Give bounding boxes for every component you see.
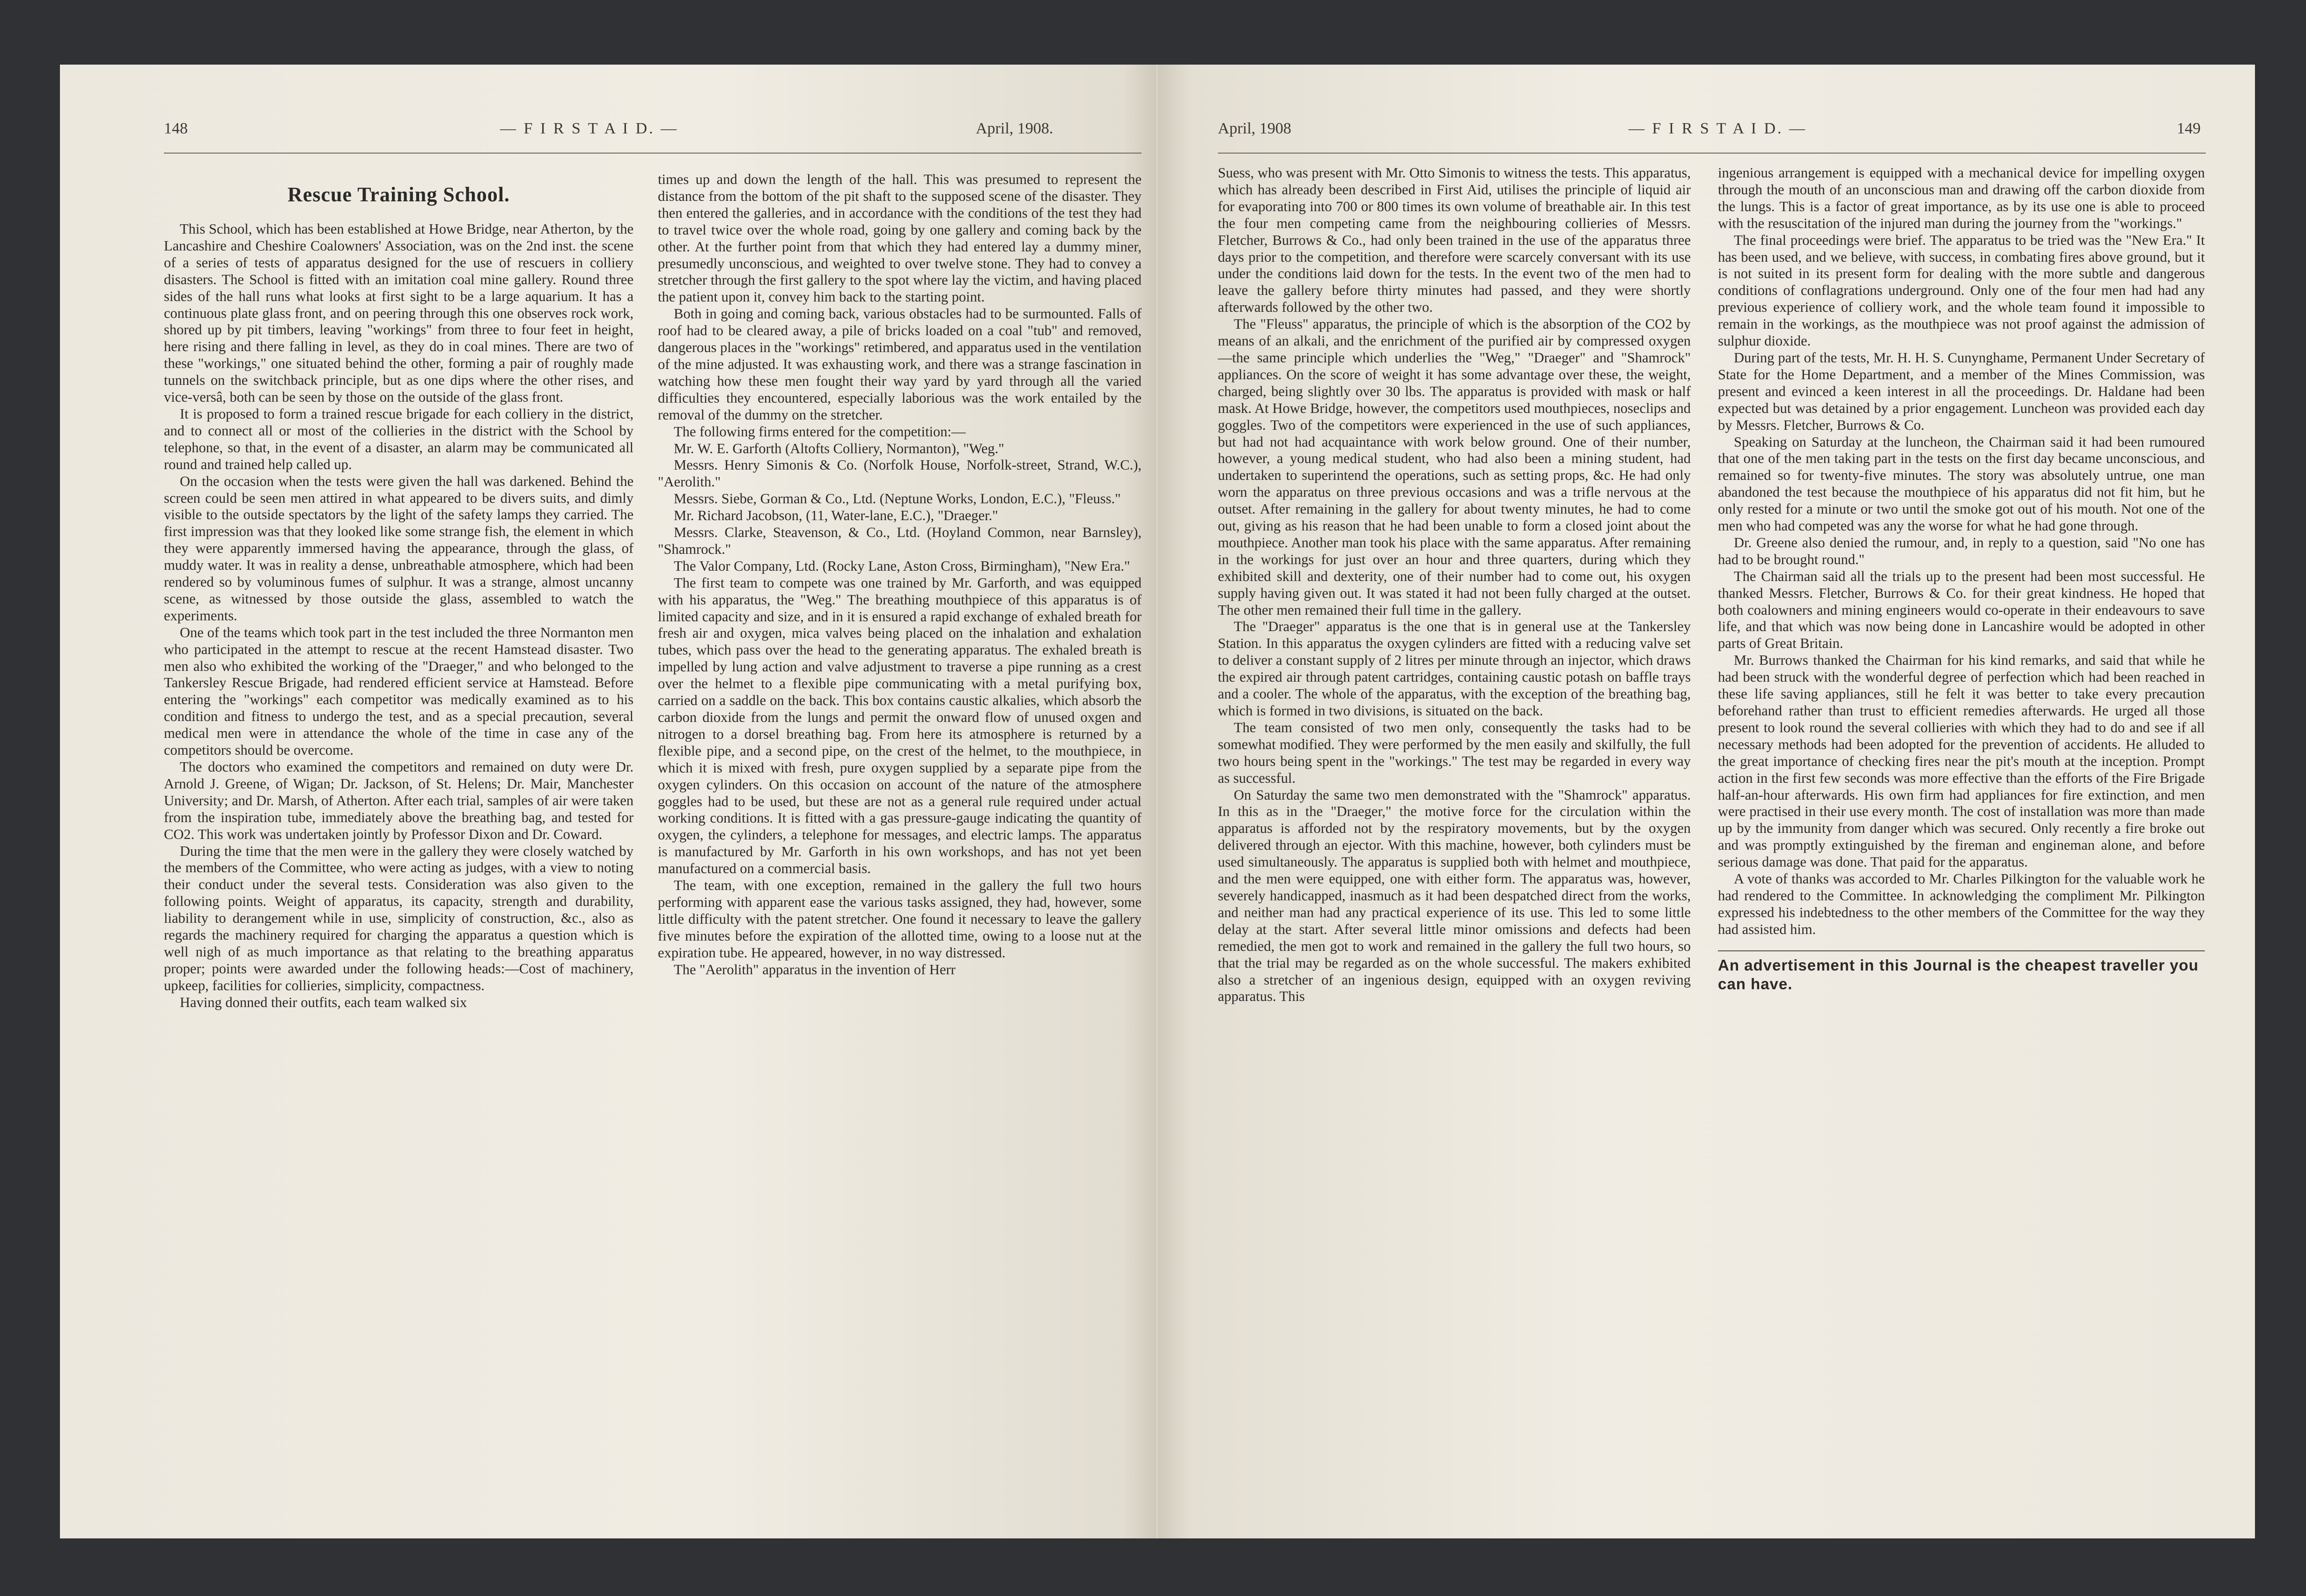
article-heading: Rescue Training School. bbox=[287, 183, 510, 206]
column-1 bbox=[164, 171, 634, 1011]
paragraph: times up and down the length of the hall. This was presumed to represent the distance from the bottom of the pit shaft to the supposed scene of the disaster. They then entered the galleries, and in accordance with the conditions of the test they had to travel twice over the whole road, going by one gallery and coming back by the other. At the further point from that which they had entered lay a dummy miner, presumedly unconscious, and weighted to over twelve stone. They had to convey a stretcher through the first gallery to the spot where lay the victim, and having placed the patient upon it, convey him back to the starting point. bbox=[658, 171, 1142, 305]
column-4 bbox=[1718, 165, 2205, 993]
right-page-header bbox=[1158, 120, 2255, 148]
competitor-entry: The Valor Company, Ltd. (Rocky Lane, Aston Cross, Birmingham), "New Era." bbox=[674, 558, 1130, 574]
header-rule bbox=[1218, 153, 2206, 154]
paragraph: Speaking on Saturday at the luncheon, the Chairman said it had been rumoured that one of the men taking part in the tests on the first day became unconscious, and remained so for twenty-five minutes. The story was absolutely untrue, one man abandoned the test because the mouthpiece of his apparatus did not fit him, but he only rested for a minute or two until the smoke got out of his mouth. Not one of the men who had competed was any the worse for what he had gone through. bbox=[1718, 434, 2205, 534]
paragraph: This School, which has been established at Howe Bridge, near Atherton, by the Lancashire and Cheshire Coalowners' Association, was on the 2nd inst. the scene of a series of tests of apparatus designed for the use of rescuers in colliery disasters. The School is fitted with an imitation coal mine gallery. Round three sides of the hall runs what looks at first sight to be a large aquarium. It has a continuous plate glass front, and on peering through this one observes rock work, shored up by pit timbers, leaving "workings" from three to four feet in height, here rising and there falling in level, as they do in coal mines. There are two of these "workings," one situated behind the other, forming a pair of roughly made tunnels on the switchback principle, but as one dips where the other rises, and vice-versâ, both can be seen by those on the outside of the glass front. bbox=[164, 221, 634, 405]
running-title: — F I R S T A I D. — bbox=[500, 120, 679, 137]
paragraph: The "Aerolith" apparatus in the invention of Herr bbox=[674, 961, 956, 978]
competitor-entry: Mr. W. E. Garforth (Altofts Colliery, Normanton), "Weg." bbox=[674, 440, 1004, 456]
page-number: 148 bbox=[164, 120, 188, 137]
paragraph: The following firms entered for the competition:— bbox=[674, 423, 966, 440]
paragraph: Mr. Burrows thanked the Chairman for his kind remarks, and said that while he had been struck with the wonderful degree of perfection which had been reached in these life saving appliances, still he felt it was better to take every precaution beforehand rather than trust to efficient remedies afterwards. He urged all those present to look round the several collieries with which they had to do and see if all necessary methods had been adopted for the prevention of accidents. He alluded to the great importance of checking fires near the pit's mouth at the inception. Prompt action in the first few seconds was more effective than the efforts of the Fire Brigade half-an-hour afterwards. His own firm had appliances for fire extinction, and men were practised in their use every month. The cost of installation was more than made up by the immunity from danger which was secured. Only recently a fire broke out and was promptly extinguished by the fireman and engineman alone, and before serious damage was done. That paid for the apparatus. bbox=[1718, 652, 2205, 870]
competitor-entry: Messrs. Henry Simonis & Co. (Norfolk House, Norfolk-street, Strand, W.C.), "Aerolith." bbox=[658, 457, 1142, 490]
left-page-header bbox=[60, 120, 1158, 148]
paragraph: The team consisted of two men only, consequently the tasks had to be somewhat modified. They were performed by the men easily and skilfully, the full two hours being spent in the "workings." The test may be regarded in every way as successful. bbox=[1218, 719, 1691, 786]
issue-date: April, 1908. bbox=[976, 120, 1054, 137]
paragraph: The "Draeger" apparatus is the one that is in general use at the Tankersley Station. In this apparatus the oxygen cylinders are fitted with a reducing valve set to deliver a constant supply of 2 litres per minute through an injector, which draws the expired air through patent cartridges, containing caustic potash on baffle trays and a cooler. The whole of the apparatus, with the exception of the breathing bag, which is formed in two divisions, is situated on the back. bbox=[1218, 618, 1691, 719]
magazine-spread bbox=[60, 65, 2255, 1538]
competitor-entry: Messrs. Siebe, Gorman & Co., Ltd. (Neptune Works, London, E.C.), "Fleuss." bbox=[674, 491, 1121, 507]
paragraph: The first team to compete was one trained by Mr. Garforth, and was equipped with his apparatus, the "Weg." The breathing mouthpiece of this apparatus is of limited capacity and size, and in it is ensured a rapid exchange of exhaled breath for fresh air and oxygen, mica valves being placed on the inhalation and exhalation tubes, which pass over the head to the generating apparatus. The exhaled breath is impelled by lung action and valve adjustment to traverse a pipe running as a crest over the helmet to a flexible pipe communicating with a metal purifying box, carried on a saddle on the back. This box contains caustic alkalies, which absorb the carbon dioxide from the lungs and permit the onward flow of unused oxgen and nitrogen to a dorsel breathing bag. From here its atmosphere is returned by a flexible pipe, and a second pipe, on the crest of the helmet, to the mouthpiece, in which it is mixed with fresh, pure oxygen supplied by a separate pipe from the oxygen cylinders. On this occasion on account of the nature of the atmosphere goggles had to be used, but these are not as a general rule required under actual working conditions. It is fitted with a gas pressure-gauge indicating the quantity of oxygen, the cylinders, a telephone for messages, and electric lamps. The apparatus is manufactured by Mr. Garforth in his own workshops, and has not yet been manufactured on a commercial basis. bbox=[658, 574, 1142, 877]
paragraph: It is proposed to form a trained rescue brigade for each colliery in the district, and to connect all or most of the collieries in the district with the School by telephone, so that, in the event of a disaster, an alarm may be communicated all round and trained help called up. bbox=[164, 405, 634, 472]
paragraph: One of the teams which took part in the test included the three Normanton men who participated in the attempt to rescue at the recent Hamstead disaster. Two men also who exhibited the working of the "Draeger," and who belonged to the Tankersley Rescue Brigade, had rendered efficient service at Hamstead. Before entering the "workings" each competitor was medically examined as to his condition and fitness to undergo the test, and as a special precaution, several medical men were in attendance the whole of the time in case any of the competitors should be overcome. bbox=[164, 624, 634, 758]
paragraph: Suess, who was present with Mr. Otto Simonis to witness the tests. This apparatus, which has already been described in First Aid, utilises the principle of liquid air for evaporating into 700 or 800 times its own volume of breathable air. In this test the four men competing came from the neighbouring collieries of Messrs. Fletcher, Burrows & Co., had only been trained in the use of the apparatus three days prior to the competition, and therefore were scarcely conversant with its use under the conditions laid down for the tests. In the event two of the men had to leave the gallery before thirty minutes had passed, and they were shortly afterwards followed by the other two. bbox=[1218, 165, 1691, 316]
page-number: 149 bbox=[2177, 120, 2201, 137]
paragraph: On Saturday the same two men demonstrated with the "Shamrock" apparatus. In this as in the "Draeger," the motive force for the circulation within the apparatus is afforded not by the respiratory movements, but by the oxygen delivered through an ejector. With this machine, however, both cylinders must be used simultaneously. The apparatus is supplied both with helmet and mouthpiece, and the men were equipped, one with either form. The apparatus was, however, severely handicapped, inasmuch as it had been despatched direct from the works, and neither man had any practical experience of its use. This led to some little delay at the start. After several little minor omissions and defects had been remedied, the men got to work and remained in the gallery the full two hours, so that the trial may be regarded as on the whole successful. The makers exhibited also a stretcher of an ingenious design, equipped with an oxygen reviving apparatus. This bbox=[1218, 787, 1691, 1005]
advertisement-notice: An advertisement in this Journal is the cheapest traveller you can have. bbox=[1718, 950, 2205, 993]
paragraph: A vote of thanks was accorded to Mr. Charles Pilkington for the valuable work he had rendered to the Committee. In acknowledging the compliment Mr. Pilkington expressed his indebtedness to the other members of the Committee for the way they had assisted him. bbox=[1718, 871, 2205, 937]
right-page bbox=[1158, 65, 2255, 1538]
issue-date: April, 1908 bbox=[1218, 120, 1291, 137]
paragraph: During part of the tests, Mr. H. H. S. Cunynghame, Permanent Under Secretary of State for the Home Department, and a member of the Mines Commission, was present and evinced a keen interest in all the proceedings. Dr. Haldane had been expected but was detained by a prior engagement. Luncheon was provided each day by Messrs. Fletcher, Burrows & Co. bbox=[1718, 349, 2205, 433]
paragraph: On the occasion when the tests were given the hall was darkened. Behind the screen could be seen men attired in what appeared to be divers suits, and dimly visible to the outside spectators by the light of the safety lamps they carried. The first impression was that they looked like some strange fish, the element in which they were apparently immersed having the appearance, through the glass, of muddy water. It was in reality a dense, unbreathable atmosphere, which had been rendered so by voluminous fumes of sulphur. It was a strange, almost uncanny scene, as witnessed by those outside the glass, assembled to watch the experiments. bbox=[164, 473, 634, 624]
paragraph: The "Fleuss" apparatus, the principle of which is the absorption of the CO2 by means of an alkali, and the enrichment of the purified air by compressed oxygen—the same principle which underlies the "Weg," "Draeger" and "Shamrock" appliances. On the score of weight it has some advantage over these, the weight, charged, being slightly over 30 lbs. The apparatus is provided with mask or half mask. At Howe Bridge, however, the competitors used mouthpieces, noseclips and goggles. Two of the competitors were experienced in the use of such appliances, but had not had acquaintance with work below ground. One of their number, however, a young medical student, who had also been a mining student, had undertaken to superintend the operations, such as setting props, &c. He had only worn the apparatus on three previous occasions and was a trifle nervous at the outset. After remaining in the gallery for about twenty minutes, he had to come out, giving as his reason that he had been unable to form a closed joint about the mouthpiece. Another man took his place with the same apparatus. After remaining in the workings for just over an hour and three quarters, during which they exhibited skill and dexterity, one of their number had to come out, his oxygen supply having given out. It was stated it had not been fully charged at the outset. The other men remained their full time in the gallery. bbox=[1218, 316, 1691, 618]
running-title: — F I R S T A I D. — bbox=[1628, 120, 1807, 137]
paragraph: During the time that the men were in the gallery they were closely watched by the members of the Committee, who were acting as judges, with a view to noting their conduct under the several tests. Consideration was also given to the following points. Weight of apparatus, its capacity, strength and durability, liability to derangement while in use, simplicity of construction, &c., also as regards the machinery required for charging the apparatus a question which is well nigh of as much importance as that relating to the breathing apparatus proper; points were awarded under the following heads:—Cost of machinery, upkeep, facilities for collieries, simplicity, compactness. bbox=[164, 843, 634, 993]
competitor-entry: Messrs. Clarke, Steavenson, & Co., Ltd. (Hoyland Common, near Barnsley), "Shamrock." bbox=[658, 524, 1142, 557]
paragraph: ingenious arrangement is equipped with a mechanical device for impelling oxygen through the mouth of an unconscious man and drawing off the carbon dioxide from the lungs. This is a factor of great importance, as by its use one is able to proceed with the resuscitation of the injured man during the journey from the "workings." bbox=[1718, 165, 2205, 231]
column-3 bbox=[1218, 165, 1691, 1005]
paragraph: Both in going and coming back, various obstacles had to be surmounted. Falls of roof had to be cleared away, a pile of bricks loaded on a coal "tub" and removed, dangerous places in the "workings" retimbered, and apparatus used in the ventilation of the mine adjusted. It was exhausting work, and there was a strange fascination in watching how these men fought their way yard by yard through all the varied difficulties they encountered, especially laborious was the work entailed by the removal of the dummy on the stretcher. bbox=[658, 306, 1142, 423]
paragraph: The Chairman said all the trials up to the present had been most successful. He thanked Messrs. Fletcher, Burrows & Co. for their great kindness. He hoped that both coalowners and mining engineers would co-operate in their endeavours to save life, and that which was now being done in Lancashire would be adopted in other parts of Great Britain. bbox=[1718, 568, 2205, 652]
column-2 bbox=[658, 171, 1142, 978]
competitor-entry: Mr. Richard Jacobson, (11, Water-lane, E.C.), "Draeger." bbox=[674, 507, 998, 524]
left-page bbox=[60, 65, 1158, 1538]
header-rule bbox=[164, 153, 1142, 154]
paragraph: The team, with one exception, remained in the gallery the full two hours performing with apparent ease the various tasks assigned, they had, however, some little difficulty with the patent stretcher. One found it necessary to leave the gallery five minutes before the expiration of the allotted time, owing to a loose nut at the expiration tube. He appeared, however, in no way distressed. bbox=[658, 877, 1142, 961]
paragraph: The final proceedings were brief. The apparatus to be tried was the "New Era." It has been used, and we believe, with success, in combating fires above ground, but it is not suited in its present form for dealing with the more subtle and dangerous conditions of conflagrations underground. Only one of the four men had had any previous experience of colliery work, and the whole team found it impossible to remain in the workings, as the mouthpiece was not proof against the admission of sulphur dioxide. bbox=[1718, 232, 2205, 349]
paragraph: Having donned their outfits, each team walked six bbox=[180, 994, 467, 1010]
paragraph: Dr. Greene also denied the rumour, and, in reply to a question, said "No one has had to be brought round." bbox=[1718, 534, 2205, 567]
paragraph: The doctors who examined the competitors and remained on duty were Dr. Arnold J. Greene, of Wigan; Dr. Jackson, of St. Helens; Dr. Mair, Manchester University; and Dr. Marsh, of Atherton. After each trial, samples of air were taken from the inspiration tube, immediately above the breathing bag, and tested for CO2. This work was undertaken jointly by Professor Dixon and Dr. Coward. bbox=[164, 759, 634, 842]
